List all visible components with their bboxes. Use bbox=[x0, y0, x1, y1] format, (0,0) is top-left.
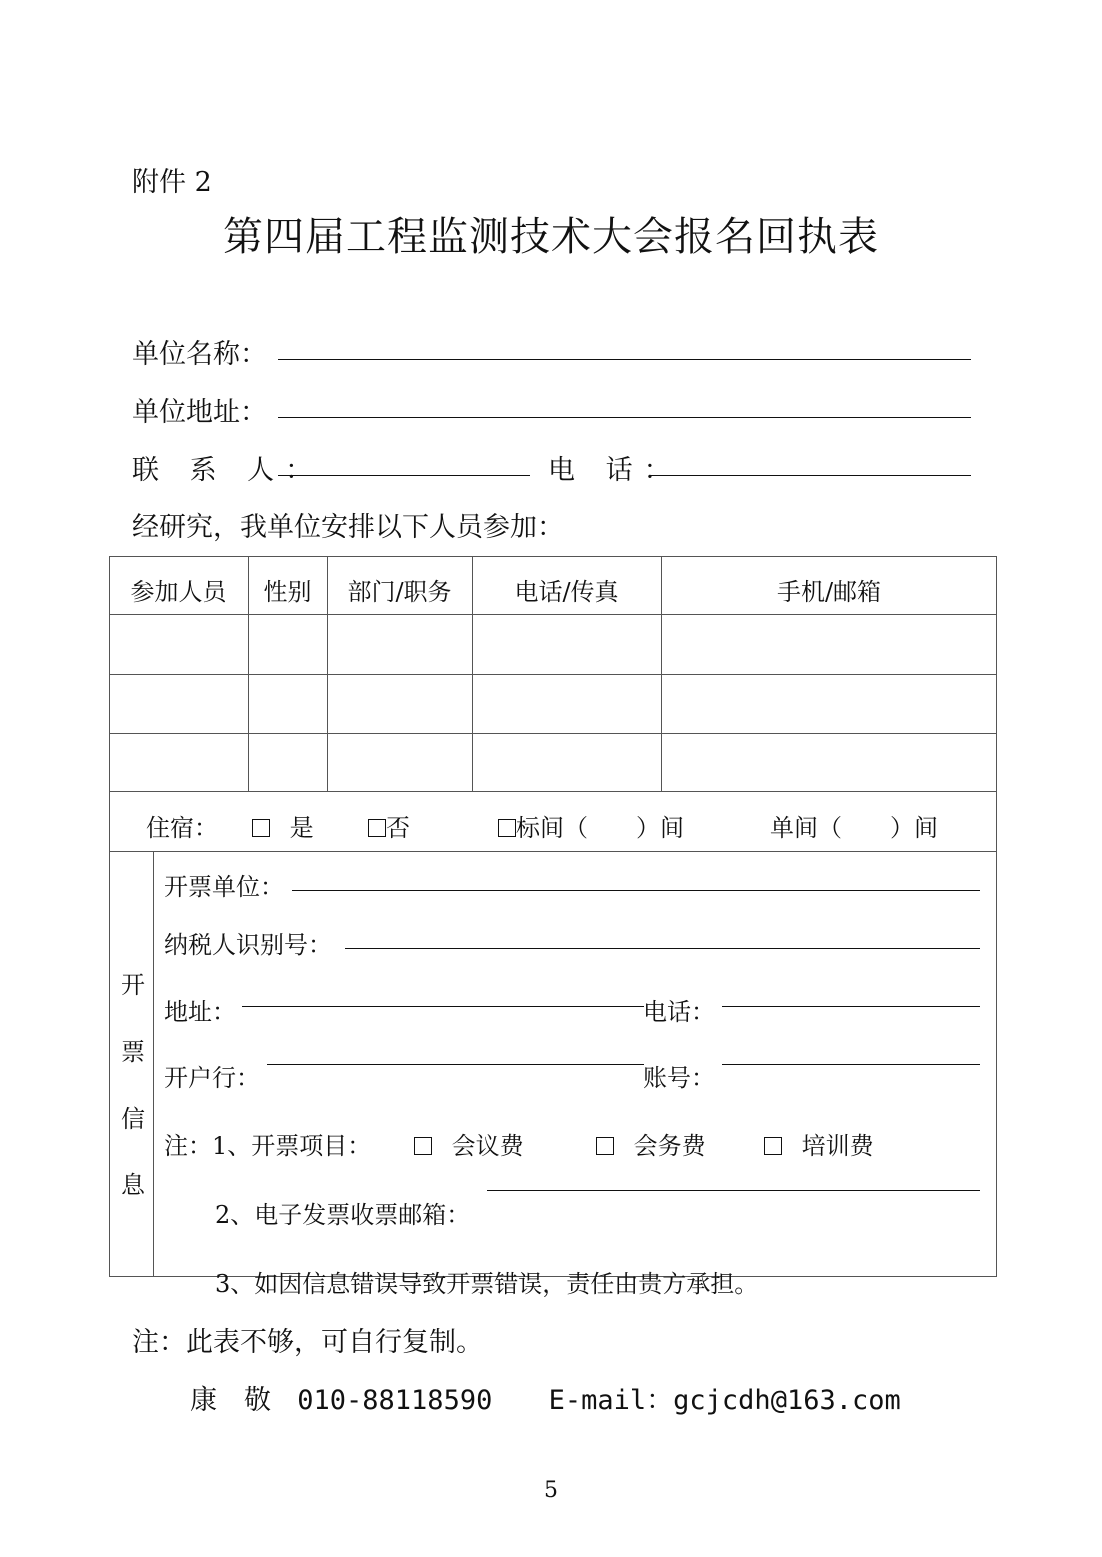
invoice-item-training-fee[interactable] bbox=[764, 1126, 874, 1161]
table-cell[interactable] bbox=[249, 734, 326, 790]
page-title: 第四届工程监测技术大会报名回执表 bbox=[223, 214, 879, 260]
invoice-disclaimer: 3、如因信息错误导致开票错误，责任由贵方承担。 bbox=[215, 1270, 759, 1298]
table-cell[interactable] bbox=[662, 615, 996, 673]
intro-text: 经研究，我单位安排以下人员参加： bbox=[132, 512, 564, 543]
invoice-item-meeting-fee[interactable] bbox=[414, 1126, 524, 1161]
invoice-section-label-char: 信 bbox=[121, 1105, 145, 1133]
invoice-items-label: 注：1、开票项目： bbox=[164, 1132, 372, 1160]
table-cell[interactable] bbox=[662, 734, 996, 790]
header-phone-fax: 电话/传真 bbox=[514, 578, 619, 606]
checkbox-icon[interactable] bbox=[368, 819, 386, 837]
bank-line[interactable] bbox=[267, 1064, 644, 1065]
table-cell[interactable] bbox=[473, 615, 660, 673]
header-mobile-email: 手机/邮箱 bbox=[776, 578, 882, 606]
checkbox-icon[interactable] bbox=[596, 1137, 614, 1155]
phone-line[interactable] bbox=[650, 475, 971, 476]
checkbox-icon[interactable] bbox=[498, 819, 516, 837]
table-cell[interactable] bbox=[249, 615, 326, 673]
standard-room-option[interactable] bbox=[498, 808, 684, 843]
account-label: 账号： bbox=[643, 1064, 715, 1092]
unit-name-label: 单位名称： bbox=[132, 339, 267, 370]
table-rule bbox=[109, 791, 997, 792]
table-cell[interactable] bbox=[328, 734, 471, 790]
table-cell[interactable] bbox=[328, 615, 471, 673]
invoice-section-label-char: 开 bbox=[121, 971, 145, 999]
header-gender: 性别 bbox=[263, 578, 312, 606]
invoice-item-label: 培训费 bbox=[801, 1132, 874, 1160]
header-department: 部门/职务 bbox=[347, 578, 452, 606]
contact-email-link[interactable]: gcjcdh@163.com bbox=[673, 1385, 901, 1416]
table-cell[interactable] bbox=[110, 734, 247, 790]
table-cell[interactable] bbox=[110, 675, 247, 732]
invoice-email-label: 2、电子发票收票邮箱： bbox=[215, 1201, 471, 1229]
table-cell[interactable] bbox=[249, 675, 326, 732]
invoice-email-line[interactable] bbox=[487, 1190, 980, 1191]
table-cell[interactable] bbox=[110, 615, 247, 673]
table-cell[interactable] bbox=[328, 675, 471, 732]
invoice-address-label: 地址： bbox=[164, 998, 236, 1026]
unit-address-label: 单位地址： bbox=[132, 397, 267, 428]
phone-label: 电 话： bbox=[548, 455, 682, 486]
invoice-phone-label: 电话： bbox=[643, 998, 715, 1026]
attachment-label: 附件 2 bbox=[132, 167, 212, 198]
header-attendee: 参加人员 bbox=[130, 578, 227, 606]
taxpayer-id-label: 纳税人识别号： bbox=[164, 931, 332, 959]
checkbox-icon[interactable] bbox=[764, 1137, 782, 1155]
contact-person-label: 联 系 人： bbox=[132, 455, 324, 486]
footer-note: 注：此表不够，可自行复制。 bbox=[132, 1327, 483, 1358]
lodging-no-option[interactable] bbox=[368, 808, 410, 843]
taxpayer-id-line[interactable] bbox=[345, 948, 980, 949]
bank-label: 开户行： bbox=[164, 1064, 260, 1092]
contact-name: 康 敬 bbox=[190, 1385, 271, 1416]
lodging-no-label: 否 bbox=[386, 814, 410, 842]
page-number: 5 bbox=[544, 1478, 558, 1503]
single-room-label: 单间（ ）间 bbox=[770, 814, 938, 842]
unit-address-line[interactable] bbox=[278, 417, 971, 418]
invoice-section-label-char: 票 bbox=[121, 1038, 145, 1066]
contact-person-line[interactable] bbox=[278, 475, 530, 476]
checkbox-icon[interactable] bbox=[252, 819, 270, 837]
issuing-unit-label: 开票单位： bbox=[164, 873, 284, 901]
invoice-section-label-char: 息 bbox=[121, 1171, 145, 1199]
unit-name-line[interactable] bbox=[278, 359, 971, 360]
table-rule bbox=[109, 851, 997, 852]
standard-room-label: 标间（ ）间 bbox=[516, 814, 684, 842]
email-label: E-mail： bbox=[548, 1385, 674, 1416]
invoice-address-line[interactable] bbox=[242, 1006, 644, 1007]
lodging-label: 住宿： bbox=[146, 814, 218, 842]
lodging-yes-label: 是 bbox=[289, 814, 314, 842]
lodging-yes-option[interactable] bbox=[252, 808, 314, 843]
invoice-phone-line[interactable] bbox=[722, 1006, 980, 1007]
checkbox-icon[interactable] bbox=[414, 1137, 432, 1155]
contact-phone: 010-88118590 bbox=[297, 1385, 493, 1416]
invoice-item-label: 会议费 bbox=[451, 1132, 524, 1160]
issuing-unit-line[interactable] bbox=[292, 890, 980, 891]
table-rule bbox=[153, 851, 154, 1277]
table-cell[interactable] bbox=[473, 734, 660, 790]
invoice-item-label: 会务费 bbox=[633, 1132, 706, 1160]
table-cell[interactable] bbox=[473, 675, 660, 732]
account-line[interactable] bbox=[722, 1064, 980, 1065]
table-cell[interactable] bbox=[662, 675, 996, 732]
invoice-item-service-fee[interactable] bbox=[596, 1126, 706, 1161]
